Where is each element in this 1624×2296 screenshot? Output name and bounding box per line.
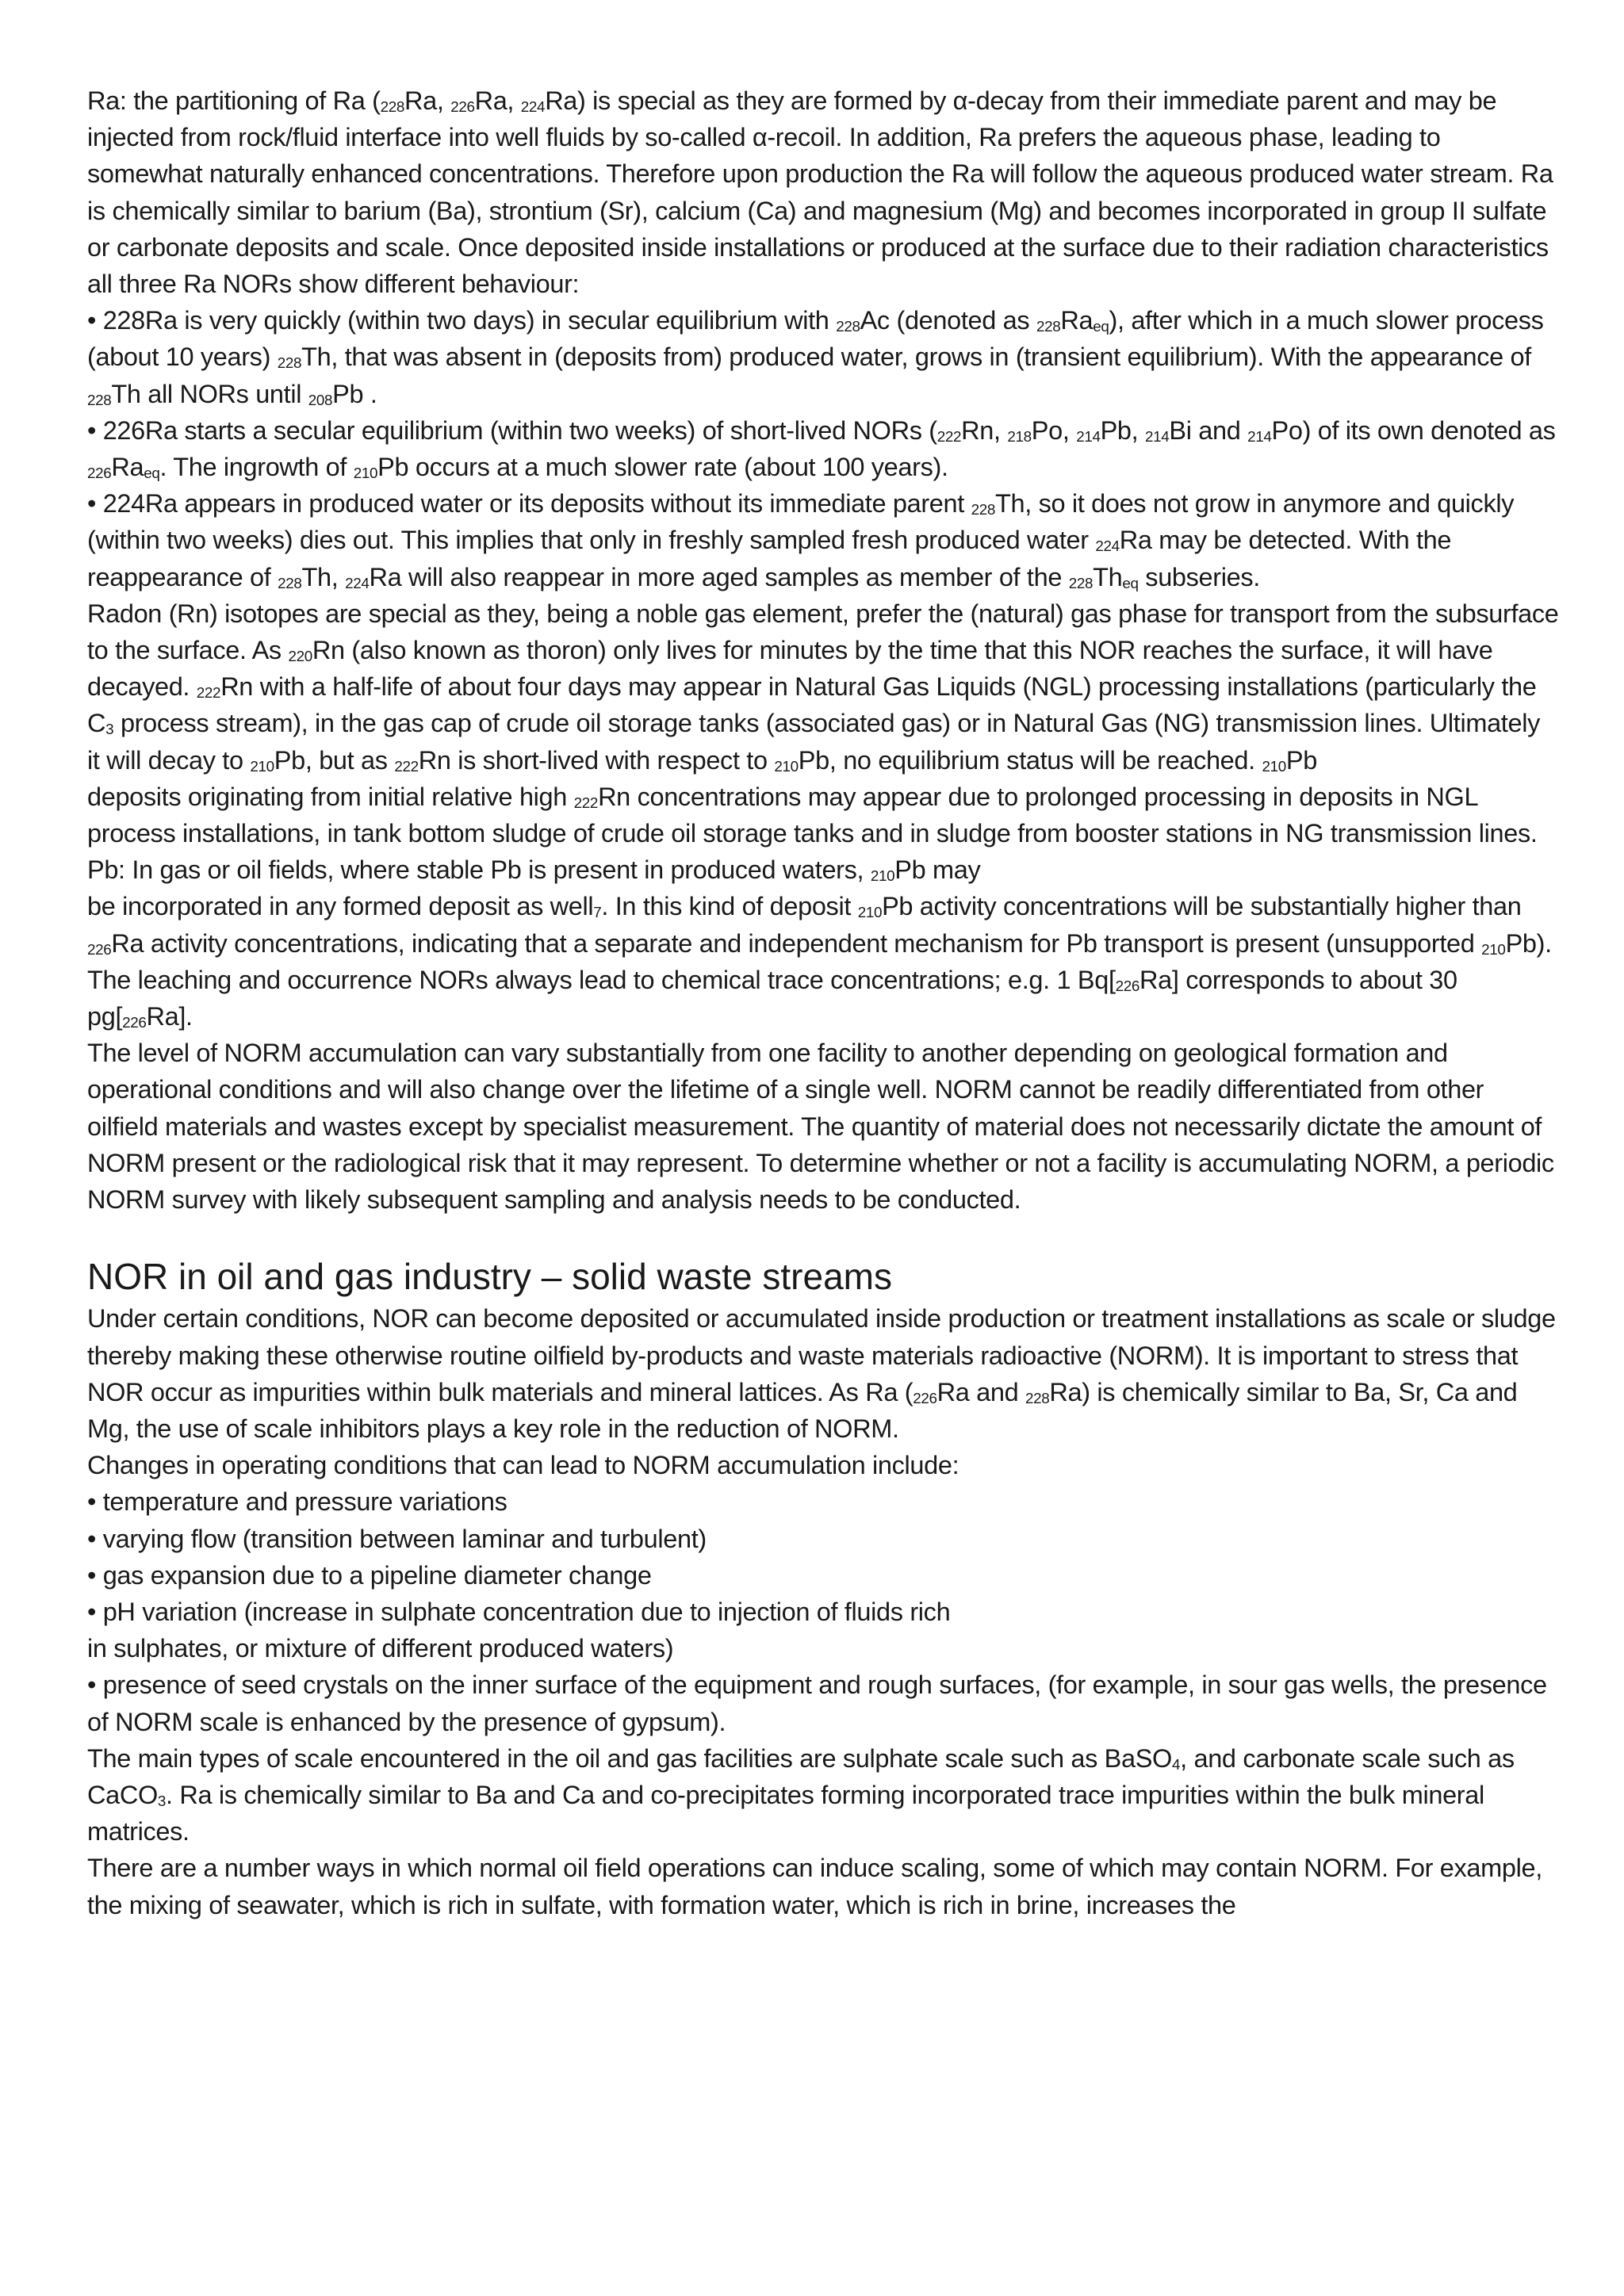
text-run: • temperature and pressure variations bbox=[87, 1487, 508, 1517]
isotope-subscript: 224 bbox=[520, 98, 546, 115]
isotope-subscript: 224 bbox=[1095, 538, 1120, 555]
text-run: Th all NORs until bbox=[111, 379, 308, 408]
text-run: Ra) is chemically similar to Ba, Sr, Ca and Mg, the use of scale inhibitors plays a key role in the reduction of NORM. bbox=[87, 1377, 1518, 1443]
text-run: Ra] corresponds to about 30 pg[ bbox=[87, 965, 1457, 1031]
text-run: • pH variation (increase in sulphate concentration due to injection of fluids rich bbox=[87, 1597, 951, 1626]
section-solid-waste-streams bbox=[87, 1300, 1559, 1923]
isotope-subscript: 226 bbox=[1115, 977, 1140, 994]
paragraph bbox=[87, 1300, 1559, 1447]
text-run: Th bbox=[1093, 562, 1123, 591]
paragraph bbox=[87, 1483, 1559, 1520]
text-run: . The ingrowth of bbox=[159, 453, 354, 482]
text-run: Ra bbox=[1060, 306, 1094, 335]
isotope-subscript: 222 bbox=[936, 427, 962, 445]
isotope-subscript: 222 bbox=[394, 757, 419, 775]
isotope-subscript: 210 bbox=[1481, 940, 1506, 958]
text-run: Rn with a half-life of about four days may appear in Natural Gas Liquids (NGL) processing installations (particularly the C bbox=[87, 672, 1537, 738]
text-run: The main types of scale encountered in the oil and gas facilities are sulphate scale such as BaSO bbox=[87, 1743, 1172, 1773]
isotope-subscript: 4 bbox=[1171, 1755, 1181, 1773]
text-run: Po, bbox=[1031, 415, 1077, 445]
text-run: Pb may bbox=[894, 855, 981, 885]
text-run: Ra will also reappear in more aged samples as member of the bbox=[369, 562, 1069, 591]
text-run: Under certain conditions, NOR can become deposited or accumulated inside production or treatment installations as scale or sludge thereby making these otherwise routine oilfield by-products and waste materials radioactive (NORM). It is important to stress that NOR occur as impurities within bulk materials and mineral lattices. As Ra ( bbox=[87, 1304, 1556, 1406]
isotope-subscript: 3 bbox=[105, 721, 114, 738]
text-run: Ra bbox=[111, 453, 144, 482]
isotope-subscript: 210 bbox=[857, 904, 883, 921]
text-run: . In this kind of deposit bbox=[601, 892, 858, 921]
text-run: Ra and bbox=[936, 1377, 1025, 1406]
text-run: Pb bbox=[1285, 745, 1317, 775]
text-run: Th, so it does not grow in anymore and quickly (within two weeks) dies out. This implies that only in freshly sampled fresh produced water bbox=[87, 489, 1515, 555]
text-run: , and carbonate scale such as CaCO bbox=[87, 1743, 1515, 1809]
paragraph bbox=[87, 1740, 1559, 1850]
text-run: Pb . bbox=[332, 379, 377, 408]
text-run: . Ra is chemically similar to Ba and Ca and co-precipitates forming incorporated trace impurities within the bulk mineral matrices. bbox=[87, 1780, 1484, 1846]
isotope-subscript: 7 bbox=[593, 904, 602, 921]
text-run: Th, that was absent in (deposits from) produced water, grows in (transient equilibrium). With the appearance of bbox=[301, 342, 1531, 372]
isotope-subscript: 222 bbox=[573, 794, 599, 811]
text-run: Ac (denoted as bbox=[860, 306, 1036, 335]
text-run: Pb occurs at a much slower rate (about 100 years). bbox=[377, 453, 948, 482]
text-run: The leaching and occurrence NORs always lead to chemical trace concentrations; e.g. 1 Bq[ bbox=[87, 965, 1116, 994]
text-run: Ra, bbox=[474, 86, 521, 115]
text-run: • gas expansion due to a pipeline diameter change bbox=[87, 1560, 652, 1590]
isotope-subscript: 3 bbox=[157, 1792, 167, 1809]
isotope-subscript: 222 bbox=[196, 684, 221, 702]
text-run: • varying flow (transition between laminar and turbulent) bbox=[87, 1524, 707, 1553]
isotope-subscript: 210 bbox=[250, 757, 274, 775]
paragraph bbox=[87, 1850, 1559, 1923]
text-run: Pb, no equilibrium status will be reached. bbox=[798, 745, 1262, 775]
text-run: Ra, bbox=[404, 86, 451, 115]
text-run: There are a number ways in which normal oil field operations can induce scaling, some of which may contain NORM. For example, the mixing of seawater, which is rich in sulfate, with formation water, which is rich in brine, increases the bbox=[87, 1854, 1542, 1919]
text-run: Ra) is special as they are formed by α-decay from their immediate parent and may be injected from rock/fluid interface into well fluids by so-called α-recoil. In addition, Ra prefers the aqueous phase, leading to somewhat naturally enhanced concentrations. Therefore upon production the Ra will follow the aqueous produced water stream. Ra is chemically similar to barium (Ba), strontium (Sr), calcium (Ca) and magnesium (Mg) and becomes incorporated in group II sulfate or carbonate deposits and scale. Once deposited inside installations or produced at the surface due to their radiation characteristics all three Ra NORs show different behaviour: bbox=[87, 86, 1553, 299]
isotope-subscript: eq bbox=[144, 464, 160, 481]
isotope-subscript: 210 bbox=[774, 757, 799, 775]
paragraph bbox=[87, 1521, 1559, 1557]
paragraph bbox=[87, 1594, 1559, 1630]
isotope-subscript: 208 bbox=[308, 391, 333, 408]
section-radium-radon-lead bbox=[87, 82, 1559, 1218]
isotope-subscript: 226 bbox=[87, 940, 112, 958]
isotope-subscript: 228 bbox=[277, 354, 302, 372]
paragraph bbox=[87, 302, 1559, 412]
text-run: Bi and bbox=[1169, 415, 1248, 445]
paragraph bbox=[87, 485, 1559, 595]
text-run: Changes in operating conditions that can lead to NORM accumulation include: bbox=[87, 1451, 959, 1480]
text-run: ), after which in a much slower process (about 10 years) bbox=[87, 306, 1544, 372]
text-run: Th, bbox=[301, 562, 346, 591]
isotope-subscript: 210 bbox=[353, 464, 378, 481]
text-run: • 224Ra appears in produced water or its deposits without its immediate parent bbox=[87, 489, 971, 519]
text-run: The level of NORM accumulation can vary substantially from one facility to another depending on geological formation and operational conditions and will also change over the lifetime of a single well. NORM cannot be readily differentiated from other oilfield materials and wastes except by specialist measurement. The quantity of material does not necessarily dictate the amount of NORM present or the radiological risk that it may represent. To determine whether or not a facility is accumulating NORM, a periodic NORM survey with likely subsequent sampling and analysis needs to be conducted. bbox=[87, 1039, 1554, 1215]
isotope-subscript: 226 bbox=[87, 464, 112, 481]
isotope-subscript: 228 bbox=[380, 98, 404, 115]
text-run: Rn is short-lived with respect to bbox=[418, 745, 775, 775]
isotope-subscript: 228 bbox=[1068, 574, 1094, 591]
text-run: in sulphates, or mixture of different produced waters) bbox=[87, 1634, 674, 1663]
isotope-subscript: 226 bbox=[450, 98, 475, 115]
text-run: Rn concentrations may appear due to prolonged processing in deposits in NGL process installations, in tank bottom sludge of crude oil storage tanks and in sludge from booster stations in NG transmission lines. Pb: In gas or oil fields, where stable Pb is present in produced waters, bbox=[87, 782, 1538, 885]
isotope-subscript: 228 bbox=[87, 391, 112, 408]
paragraph bbox=[87, 1667, 1559, 1739]
text-run: Ra activity concentrations, indicating that a separate and independent mechanism for Pb transport is present (unsupported bbox=[111, 928, 1482, 958]
text-run: be incorporated in any formed deposit as well bbox=[87, 892, 594, 921]
isotope-subscript: 228 bbox=[278, 574, 302, 591]
text-run: Ra may be detected. With the reappearance of bbox=[87, 526, 1452, 591]
text-run: Po) of its own denoted as bbox=[1271, 415, 1556, 445]
isotope-subscript: eq bbox=[1122, 574, 1139, 591]
text-run: • presence of seed crystals on the inner surface of the equipment and rough surfaces, (for example, in sour gas wells, the presence of NORM scale is enhanced by the presence of gypsum). bbox=[87, 1670, 1547, 1736]
isotope-subscript: 210 bbox=[870, 867, 895, 885]
text-run: • 226Ra starts a secular equilibrium (within two weeks) of short-lived NORs ( bbox=[87, 415, 937, 445]
text-run: Ra: the partitioning of Ra ( bbox=[87, 86, 381, 115]
text-run: Rn (also known as thoron) only lives for minutes by the time that this NOR reaches the surface, it will have decayed. bbox=[87, 636, 1493, 702]
text-run: • 228Ra is very quickly (within two days) in secular equilibrium with bbox=[87, 306, 837, 335]
isotope-subscript: 226 bbox=[913, 1389, 937, 1406]
isotope-subscript: 214 bbox=[1247, 427, 1272, 445]
text-run: deposits originating from initial relative high bbox=[87, 782, 574, 811]
text-run: Radon (Rn) isotopes are special as they, being a noble gas element, prefer the (natural) gas phase for transport from the subsurface to the surface. As bbox=[87, 599, 1559, 665]
text-run: Pb, but as bbox=[274, 745, 395, 775]
paragraph bbox=[87, 888, 1559, 961]
isotope-subscript: eq bbox=[1093, 318, 1109, 335]
paragraph bbox=[87, 962, 1559, 1035]
text-run: process stream), in the gas cap of crude oil storage tanks (associated gas) or in Natural Gas (NG) transmission lines. Ultimately it will decay to bbox=[87, 709, 1540, 775]
isotope-subscript: 226 bbox=[122, 1013, 147, 1031]
text-run: Rn, bbox=[961, 415, 1008, 445]
isotope-subscript: 224 bbox=[345, 574, 370, 591]
isotope-subscript: 210 bbox=[1262, 757, 1286, 775]
paragraph bbox=[87, 82, 1559, 302]
document-body bbox=[87, 82, 1559, 1923]
paragraph bbox=[87, 779, 1559, 889]
isotope-subscript: 218 bbox=[1007, 427, 1032, 445]
paragraph bbox=[87, 1035, 1559, 1218]
text-run: Pb, bbox=[1100, 415, 1145, 445]
isotope-subscript: 228 bbox=[1025, 1389, 1050, 1406]
isotope-subscript: 228 bbox=[971, 501, 996, 519]
text-run: Pb). bbox=[1505, 928, 1552, 958]
text-run: subseries. bbox=[1138, 562, 1260, 591]
text-run: Ra]. bbox=[146, 1002, 193, 1031]
isotope-subscript: 214 bbox=[1076, 427, 1101, 445]
isotope-subscript: 228 bbox=[1036, 318, 1061, 335]
isotope-subscript: 214 bbox=[1145, 427, 1170, 445]
section-heading: NOR in oil and gas industry – solid waste streams bbox=[87, 1256, 892, 1298]
paragraph bbox=[87, 412, 1559, 485]
paragraph bbox=[87, 1447, 1559, 1483]
text-run: Pb activity concentrations will be substantially higher than bbox=[882, 892, 1522, 921]
isotope-subscript: 228 bbox=[836, 318, 860, 335]
paragraph bbox=[87, 1630, 1559, 1667]
paragraph bbox=[87, 1557, 1559, 1594]
paragraph bbox=[87, 595, 1559, 779]
isotope-subscript: 220 bbox=[288, 647, 312, 664]
